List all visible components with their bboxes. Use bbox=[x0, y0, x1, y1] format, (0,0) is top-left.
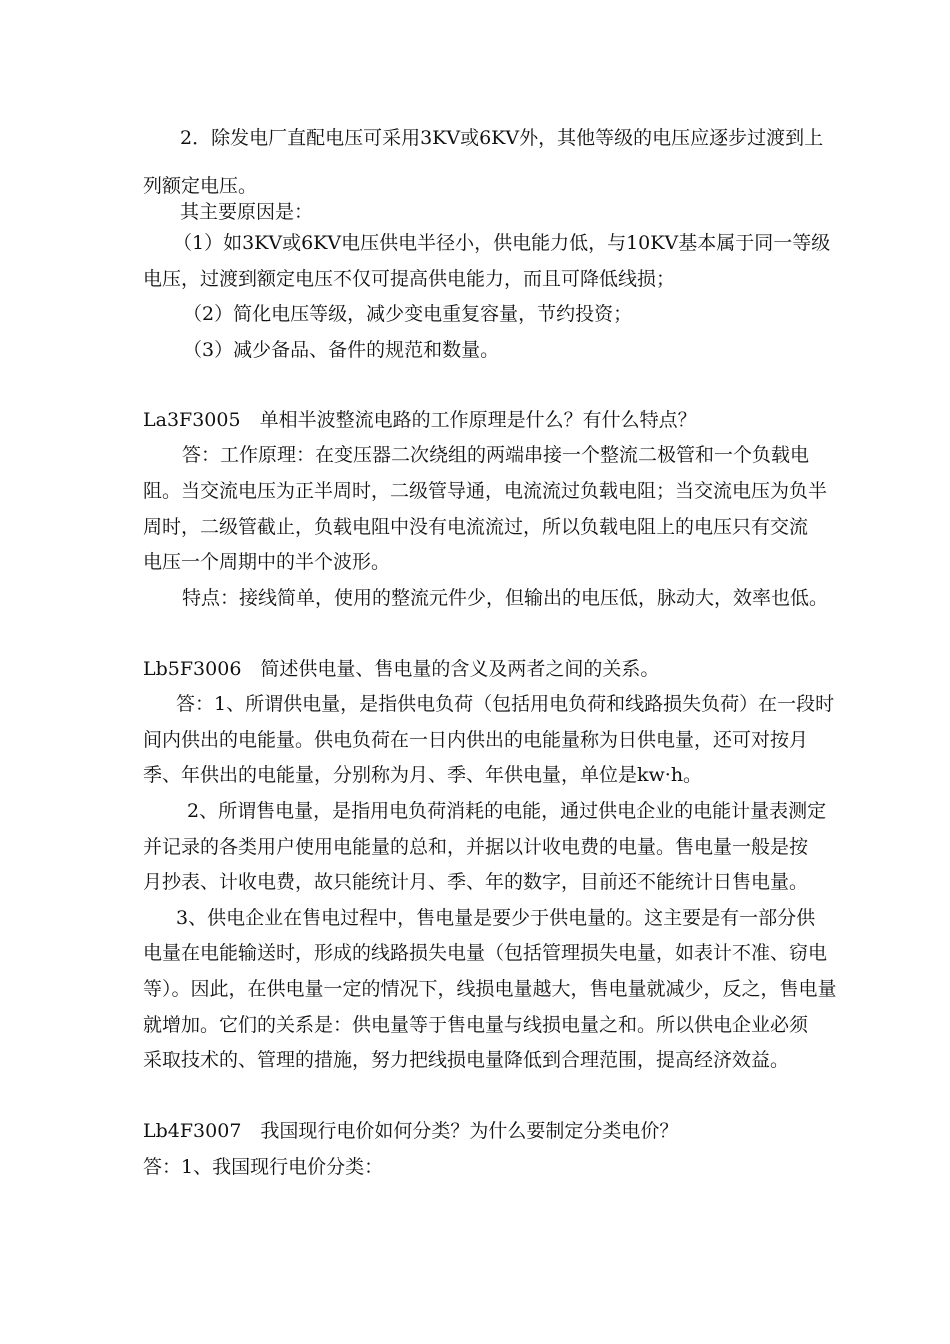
paragraph-line: 2．除发电厂直配电压可采用3KV或6KV外，其他等级的电压应逐步过渡到上 bbox=[180, 127, 824, 149]
paragraph-line: 就增加。它们的关系是：供电量等于售电量与线损电量之和。所以供电企业必须 bbox=[143, 1014, 809, 1036]
paragraph-line: （1）如3KV或6KV电压供电半径小，供电能力低，与10KV基本属于同一等级 bbox=[173, 232, 831, 254]
paragraph-line: 答：1、所谓供电量，是指供电负荷（包括用电负荷和线路损失负荷）在一段时 bbox=[176, 693, 835, 715]
paragraph-line: 间内供出的电能量。供电负荷在一日内供出的电能量称为日供电量，还可对按月 bbox=[143, 729, 809, 751]
paragraph-line: 月抄表、计收电费，故只能统计月、季、年的数字，目前还不能统计日售电量。 bbox=[143, 871, 809, 893]
paragraph-line: 电压，过渡到额定电压不仅可提高供电能力，而且可降低线损； bbox=[143, 268, 676, 290]
paragraph-line: 周时，二级管截止，负载电阻中没有电流流过，所以负载电阻上的电压只有交流 bbox=[143, 516, 809, 538]
question-heading: La3F3005 单相半波整流电路的工作原理是什么？有什么特点？ bbox=[143, 409, 697, 431]
question-heading: Lb5F3006 简述供电量、售电量的含义及两者之间的关系。 bbox=[143, 658, 660, 680]
paragraph-line: 季、年供出的电能量，分别称为月、季、年供电量，单位是kw·h。 bbox=[143, 764, 703, 786]
paragraph-line: 列额定电压。 bbox=[143, 175, 258, 197]
paragraph-line: 答：工作原理：在变压器二次绕组的两端串接一个整流二极管和一个负载电 bbox=[182, 444, 810, 466]
paragraph-line: 并记录的各类用户使用电能量的总和，并据以计收电费的电量。售电量一般是按 bbox=[143, 836, 809, 858]
paragraph-line: 2、所谓售电量，是指用电负荷消耗的电能，通过供电企业的电能计量表测定 bbox=[187, 800, 827, 822]
paragraph-line: 采取技术的、管理的措施，努力把线损电量降低到合理范围，提高经济效益。 bbox=[143, 1049, 790, 1071]
paragraph-line: 答：1、我国现行电价分类： bbox=[143, 1156, 384, 1178]
paragraph-line: （3）减少备品、备件的规范和数量。 bbox=[183, 339, 500, 361]
paragraph-line: （2）简化电压等级，减少变电重复容量，节约投资； bbox=[183, 303, 633, 325]
paragraph-line: 3、供电企业在售电过程中，售电量是要少于供电量的。这主要是有一部分供 bbox=[176, 907, 816, 929]
paragraph-line: 电量在电能输送时，形成的线路损失电量（包括管理损失电量，如表计不准、窃电 bbox=[143, 942, 828, 964]
paragraph-line: 等）。因此，在供电量一定的情况下，线损电量越大，售电量就减少，反之，售电量 bbox=[143, 978, 837, 1000]
question-heading: Lb4F3007 我国现行电价如何分类？为什么要制定分类电价？ bbox=[143, 1120, 679, 1142]
paragraph-line: 特点：接线简单，使用的整流元件少，但输出的电压低，脉动大，效率也低。 bbox=[182, 587, 829, 609]
paragraph-line: 电压一个周期中的半个波形。 bbox=[143, 551, 391, 573]
paragraph-line: 其主要原因是： bbox=[180, 201, 314, 223]
paragraph-line: 阻。当交流电压为正半周时，二级管导通，电流流过负载电阻；当交流电压为负半 bbox=[143, 480, 828, 502]
